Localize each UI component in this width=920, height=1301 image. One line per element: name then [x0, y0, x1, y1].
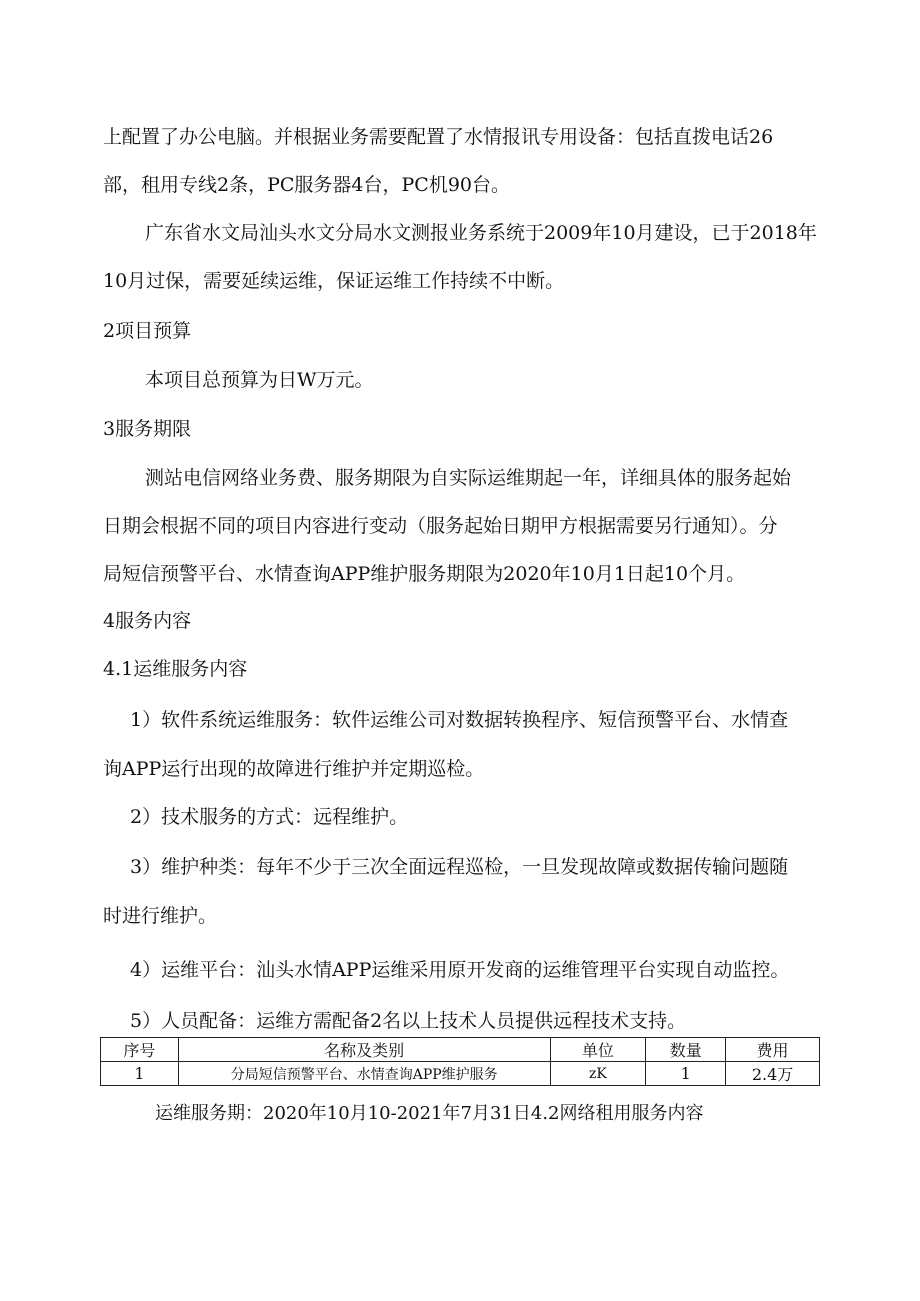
paragraph-line: 10月过保，需要延续运维，保证运维工作持续不中断。: [103, 270, 565, 292]
paragraph-line: 询APP运行出现的故障进行维护并定期巡检。: [103, 758, 485, 780]
table-header-cell: 名称及类别: [178, 1038, 550, 1062]
service-period-line: 运维服务期：2020年10月10-2021年7月31日4.2网络租用服务内容: [155, 1103, 704, 1124]
paragraph-line: 局短信预警平台、水情查询APP维护服务期限为2020年10月1日起10个月。: [103, 563, 746, 585]
table-cell: 2.4万: [726, 1062, 820, 1086]
subsection-heading: 4.1运维服务内容: [103, 658, 248, 680]
section-heading: 4服务内容: [103, 610, 192, 632]
paragraph-line: 日期会根据不同的项目内容进行变动（服务起始日期甲方根据需要另行通知）。分: [103, 515, 778, 537]
table-cell: 分局短信预警平台、水情查询APP维护服务: [178, 1062, 550, 1086]
table-header-cell: 序号: [101, 1038, 179, 1062]
table-header-cell: 数量: [646, 1038, 726, 1062]
table-cell: zK: [550, 1062, 646, 1086]
paragraph-line: 本项目总预算为日W万元。: [145, 369, 374, 391]
list-item: 1）软件系统运维服务：软件运维公司对数据转换程序、短信预警平台、水情查: [130, 709, 789, 731]
paragraph-line: 广东省水文局汕头水文分局水文测报业务系统于2009年10月建设，已于2018年: [145, 222, 817, 244]
list-item: 3）维护种类：每年不少于三次全面远程巡检，一旦发现故障或数据传输问题随: [130, 856, 789, 878]
table-cell: 1: [646, 1062, 726, 1086]
list-item: 2）技术服务的方式：远程维护。: [130, 806, 409, 828]
paragraph-line: 部，租用专线2条，PC服务器4台，PC机90台。: [103, 174, 510, 196]
table-header-row: [101, 1038, 820, 1062]
paragraph-line: 时进行维护。: [103, 905, 218, 927]
table-header-cell: 单位: [550, 1038, 646, 1062]
table-header-cell: 费用: [726, 1038, 820, 1062]
list-item: 5）人员配备：运维方需配备2名以上技术人员提供远程技术支持。: [130, 1010, 687, 1032]
fee-table: [100, 1037, 820, 1086]
table-cell: 1: [101, 1062, 179, 1086]
list-item: 4）运维平台：汕头水情APP运维采用原开发商的运维管理平台实现自动监控。: [130, 959, 790, 981]
table-row: [101, 1062, 820, 1086]
section-heading: 3服务期限: [103, 418, 192, 440]
section-heading: 2项目预算: [103, 320, 192, 342]
paragraph-line: 上配置了办公电脑。并根据业务需要配置了水情报讯专用设备：包括直拨电话26: [103, 126, 774, 148]
paragraph-line: 测站电信网络业务费、服务期限为自实际运维期起一年，详细具体的服务起始: [145, 467, 792, 489]
